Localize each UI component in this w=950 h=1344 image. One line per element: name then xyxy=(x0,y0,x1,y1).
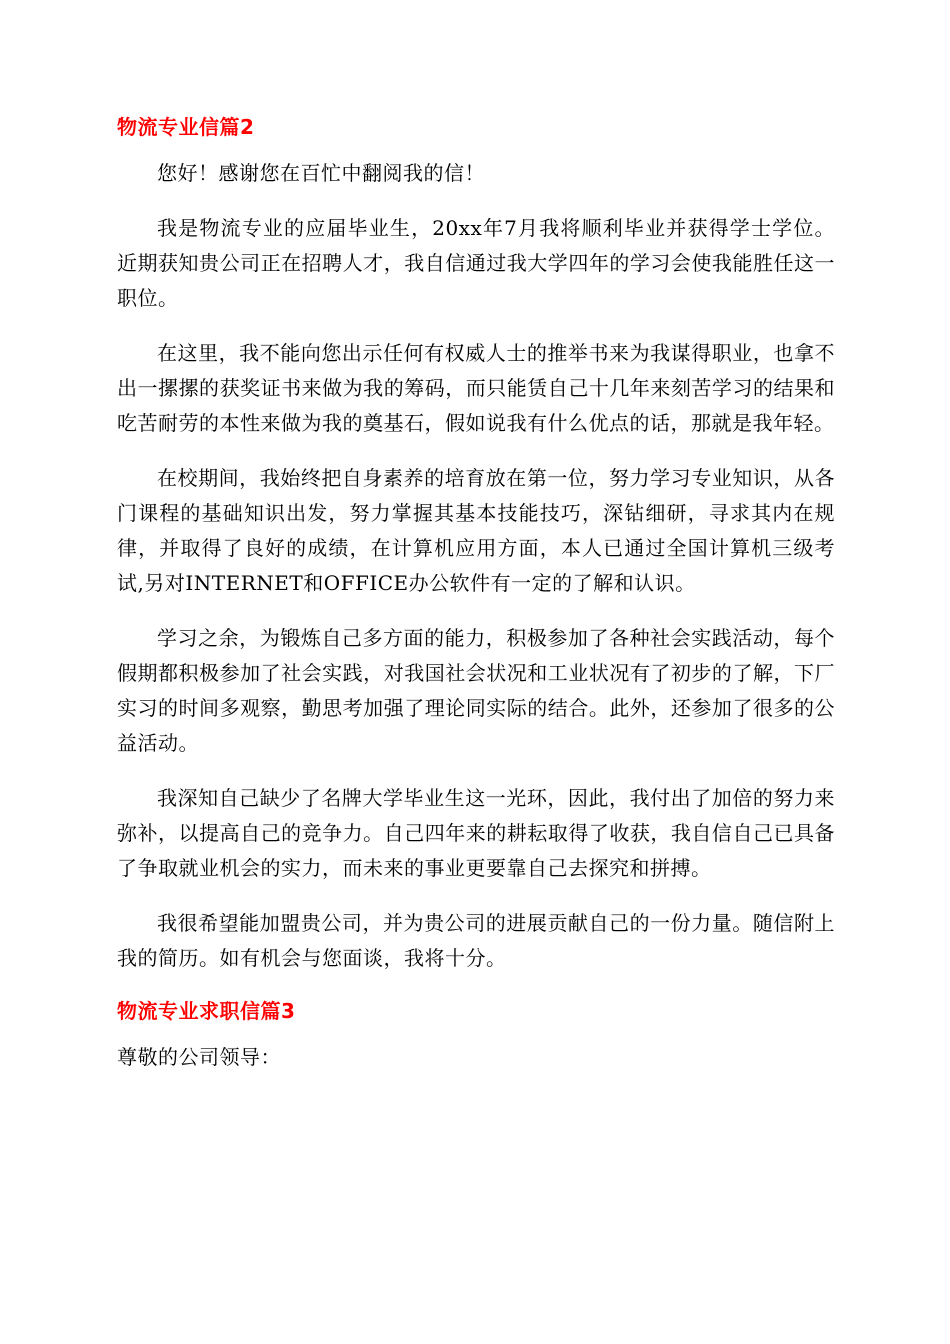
section-3-title: 物流专业求职信篇3 xyxy=(117,999,296,1023)
section-2-paragraph-7: 我很希望能加盟贵公司，并为贵公司的进展贡献自己的一份力量。随信附上我的简历。如有机会与您面谈，我将十分。 xyxy=(117,911,835,970)
section-2-paragraph-2: 我是物流专业的应届毕业生，20xx年7月我将顺利毕业并获得学士学位。近期获知贵公司正在招聘人才，我自信通过我大学四年的学习会使我能胜任这一职位。 xyxy=(117,216,835,310)
section-2-paragraph-4: 在校期间，我始终把自身素养的培育放在第一位，努力学习专业知识，从各门课程的基础知识出发，努力掌握其基本技能技巧，深钻细研，寻求其内在规律，并取得了良好的成绩，在计算机应用方面，本人已通过全国计算机三级考试,另对INTERNET和OFFICE办公软件有一定的了解和认识。 xyxy=(117,466,835,595)
section-2-title: 物流专业信篇2 xyxy=(117,115,255,139)
section-2-paragraph-3: 在这里，我不能向您出示任何有权威人士的推举书来为我谋得职业，也拿不出一摞摞的获奖证书来做为我的筹码，而只能赁自己十几年来刻苦学习的结果和吃苦耐劳的本性来做为我的奠基石，假如说我有什么优点的话，那就是我年轻。 xyxy=(117,341,835,435)
section-3-greeting: 尊敬的公司领导： xyxy=(117,1045,281,1069)
section-2-paragraph-6: 我深知自己缺少了名牌大学毕业生这一光环，因此，我付出了加倍的努力来弥补，以提高自己的竞争力。自己四年来的耕耘取得了收获，我自信自己已具备了争取就业机会的实力，而未来的事业更要靠自己去探究和拼搏。 xyxy=(117,786,835,880)
document-page xyxy=(117,112,835,1095)
section-2-paragraph-5: 学习之余，为锻炼自己多方面的能力，积极参加了各种社会实践活动，每个假期都积极参加了社会实践，对我国社会状况和工业状况有了初步的了解，下厂实习的时间多观察，勤思考加强了理论同实际的结合。此外，还参加了很多的公益活动。 xyxy=(117,626,835,755)
section-2-paragraph-1: 您好！感谢您在百忙中翻阅我的信！ xyxy=(157,161,485,185)
